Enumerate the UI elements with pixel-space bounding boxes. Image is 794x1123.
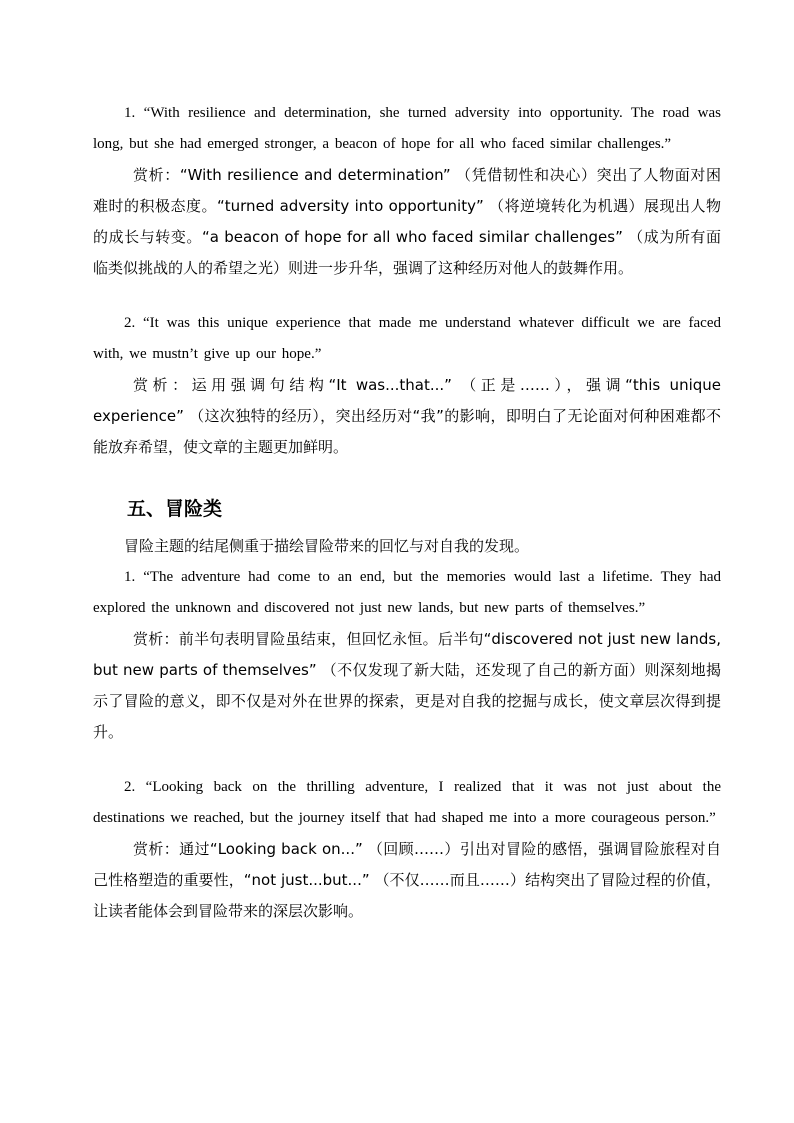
spacer [93,748,721,772]
section-intro: 冒险主题的结尾侧重于描绘冒险带来的回忆与对自我的发现。 [124,537,530,555]
resilience-quote: 1. “With resilience and determination, she turned adversity into opportunity. The road was long, but she had emerged stronger, a beacon of hope for all who faced similar challenges.” [93,105,721,152]
spacer [93,284,721,308]
unique-experience-analysis: 赏析：运用强调句结构“It was...that...” （正是……），强调“this unique experience” （这次独特的经历），突出经历对“我”的影响，即明白了无论面对何种困难都不能放弃希望，使文章的主题更加鲜明。 [93,376,721,456]
unique-experience-quote: 2. “It was this unique experience that made me understand whatever difficult we are faced with, we mustn’t give up our hope.” [93,315,721,362]
page-content [93,98,721,927]
resilience-analysis: 赏析：“With resilience and determination” （凭借韧性和决心）突出了人物面对困难时的积极态度。“turned adversity into opportunity” （将逆境转化为机遇）展现出人物的成长与转变。“a beacon of hope for all who faced similar challenges” （成为所有面临类似挑战的人的希望之光）则进一步升华，强调了这种经历对他人的鼓舞作用。 [93,166,721,277]
looking-back-analysis: 赏析：通过“Looking back on...” （回顾……）引出对冒险的感悟，强调冒险旅程对自己性格塑造的重要性，“not just...but...” （不仅……而且……）结构突出了冒险过程的价值，让读者能体会到冒险带来的深层次影响。 [93,840,721,920]
looking-back-quote: 2. “Looking back on the thrilling adventure, I realized that it was not just about the destinations we reached, but the journey itself that had shaped me into a more courageous person.” [93,779,721,826]
adventure-end-quote: 1. “The adventure had come to an end, but the memories would last a lifetime. They had explored the unknown and discovered not just new lands, but new parts of themselves.” [93,569,721,616]
section-heading-adventure: 五、冒险类 [127,498,223,520]
spacer [93,463,721,493]
adventure-end-analysis: 赏析：前半句表明冒险虽结束，但回忆永恒。后半句“discovered not just new lands, but new parts of themselves” （不仅发现了新大陆，还发现了自己的新方面）则深刻地揭示了冒险的意义，即不仅是对外在世界的探索，更是对自我的挖掘与成长，使文章层次得到提升。 [93,630,721,741]
